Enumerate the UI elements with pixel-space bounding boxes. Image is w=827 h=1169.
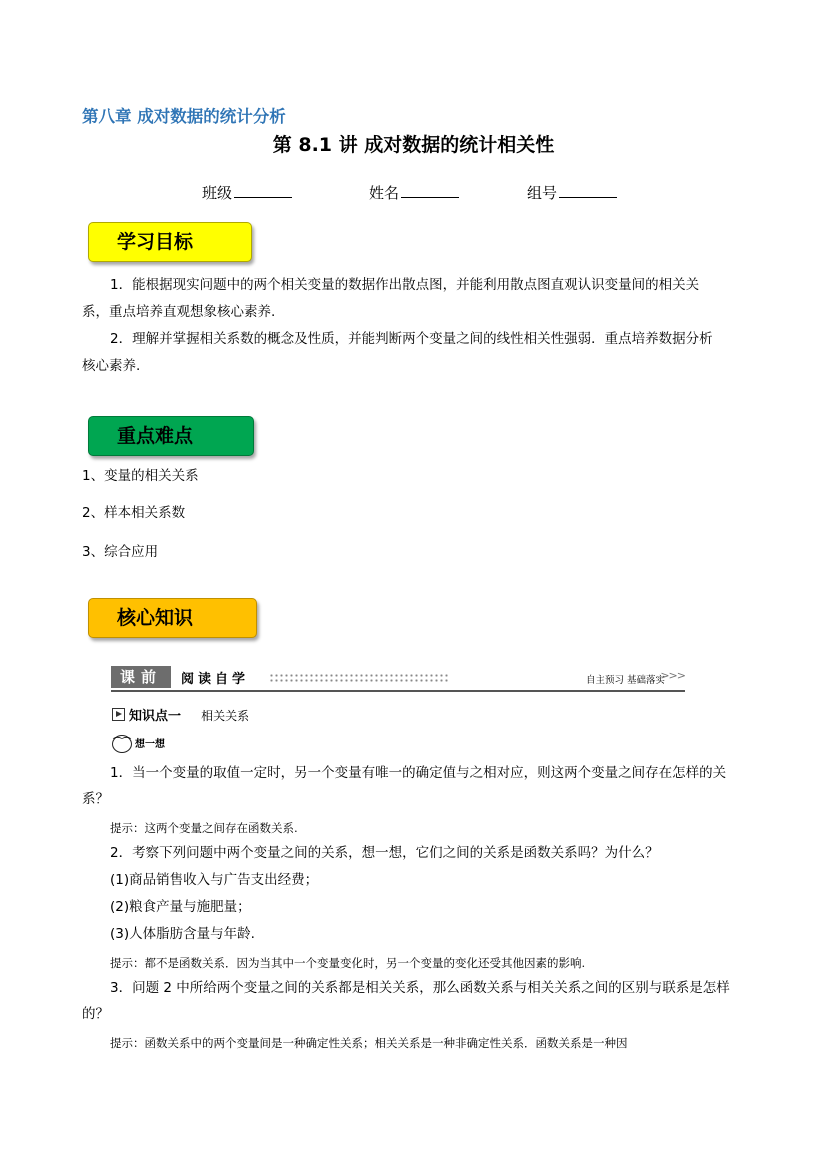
learning-goals-banner: 学习目标: [88, 222, 252, 262]
group-blank[interactable]: [559, 183, 617, 198]
chapter-title: 第八章 成对数据的统计分析: [82, 107, 286, 126]
goal1-line1: 1．能根据现实问题中的两个相关变量的数据作出散点图，并能利用散点图直观认识变量间的相关关: [110, 277, 700, 293]
goal2-line1: 2．理解并掌握相关系数的概念及性质，并能判断两个变量之间的线性相关性强弱．重点培养数据分析: [110, 331, 713, 347]
key-point-3: 3、综合应用: [82, 544, 159, 560]
question3-line1: 3．问题 2 中所给两个变量之间的关系都是相关关系，那么函数关系与相关关系之间的区别与联系是怎样: [110, 980, 730, 996]
class-field[interactable]: 班级: [202, 182, 292, 203]
goal2-line2: 核心素养.: [82, 358, 141, 374]
class-blank[interactable]: [234, 183, 292, 198]
hint3: 提示：函数关系中的两个变量间是一种确定性关系；相关关系是一种非确定性关系．函数关系是一种因: [110, 1036, 628, 1050]
name-blank[interactable]: [401, 183, 459, 198]
key-point-1: 1、变量的相关关系: [82, 468, 199, 484]
question2-item3: (3)人体脂肪含量与年龄.: [110, 926, 255, 942]
self-study-label: 自主预习 基础落实: [585, 675, 665, 686]
chevron-right-icon: >>>: [660, 669, 685, 682]
think-label: ⌒⌒ 想一想: [112, 735, 165, 753]
play-triangle-icon: [112, 708, 125, 721]
name-field[interactable]: 姓名: [369, 182, 459, 203]
pre-class-reading-strip: [111, 666, 685, 692]
knowledge-point-heading: [112, 705, 249, 724]
core-knowledge-banner: 核心知识: [88, 598, 257, 638]
hint2: 提示：都不是函数关系．因为当其中一个变量变化时，另一个变量的变化还受其他因素的影响.: [110, 956, 586, 970]
pre-class-label: 课前: [111, 666, 171, 688]
group-field[interactable]: 组号: [527, 182, 617, 203]
knowledge-point-label: 知识点一: [129, 709, 182, 724]
dot-pattern: [269, 673, 449, 683]
thinking-face-icon: ⌒⌒: [112, 735, 132, 753]
question1-line2: 系？: [82, 791, 109, 807]
goal1-line2: 系，重点培养直观想象核心素养.: [82, 304, 276, 320]
key-point-2: 2、样本相关系数: [82, 505, 186, 521]
lesson-title: 第 8.1 讲 成对数据的统计相关性: [272, 134, 555, 156]
reading-label: 阅读自学: [181, 672, 250, 687]
question1-line1: 1．当一个变量的取值一定时，另一个变量有唯一的确定值与之相对应，则这两个变量之间存在怎样的关: [110, 765, 727, 781]
question2-item1: (1)商品销售收入与广告支出经费；: [110, 872, 319, 888]
key-points-banner: 重点难点: [88, 416, 254, 456]
question2-item2: (2)粮食产量与施肥量；: [110, 899, 251, 915]
hint1: 提示：这两个变量之间存在函数关系.: [110, 821, 298, 835]
knowledge-point-name: 相关关系: [201, 709, 250, 723]
question3-line2: 的？: [82, 1006, 109, 1022]
question2: 2．考察下列问题中两个变量之间的关系，想一想，它们之间的关系是函数关系吗？为什么？: [110, 845, 659, 861]
